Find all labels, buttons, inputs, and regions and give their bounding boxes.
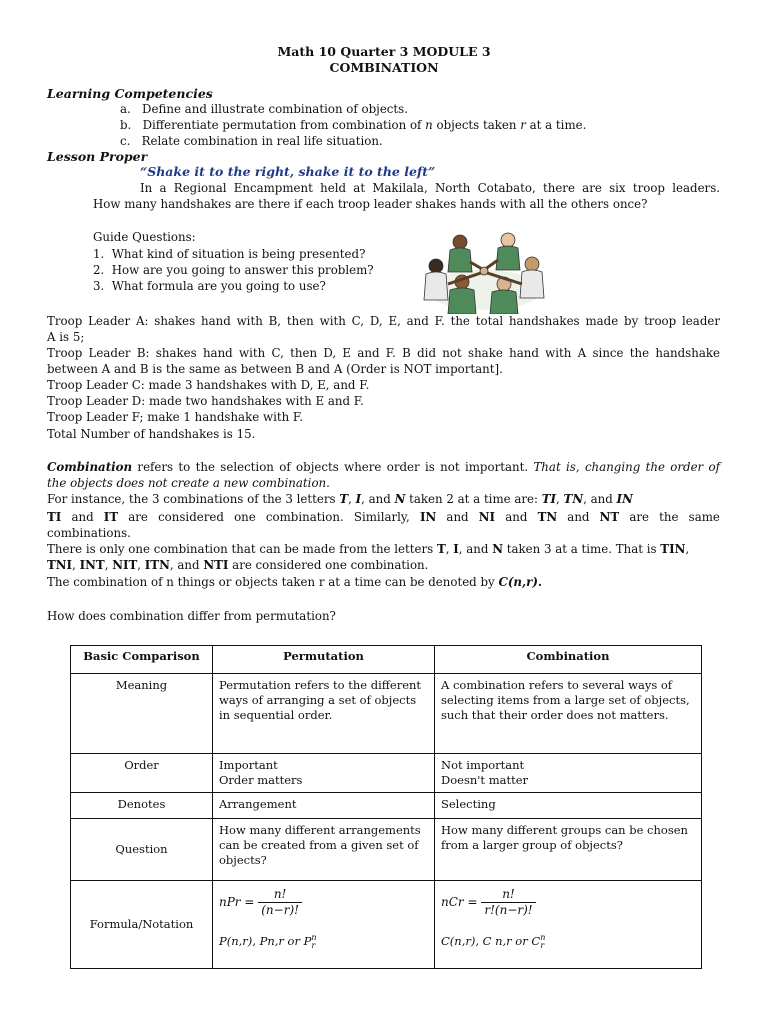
table-header: Permutation xyxy=(213,646,435,674)
table-header: Combination xyxy=(435,646,702,674)
row-label: Order xyxy=(71,754,213,793)
page-title: Math 10 Quarter 3 MODULE 3 xyxy=(277,44,491,59)
row-label: Denotes xyxy=(71,793,213,819)
permutation-formula-cell: nPr = $\frac{n!}{(n-r)!}$ P(n,r), Pn,r or $P^n_r$ xyxy=(213,881,435,969)
competency-b: b. Differentiate permutation from combination of n objects taken r at a time. xyxy=(120,118,587,132)
table-header: Basic Comparison xyxy=(71,646,213,674)
troop-b-line1: Troop Leader B: shakes hand with C, then D, E and F. B did not shake hand with A since the handshake xyxy=(47,346,720,360)
troop-b-line2: between A and B is the same as between B and A (Order is NOT important]. xyxy=(47,362,503,376)
combination-formula-cell: nCr = $\frac{n!}{r!(n-r)!}$ C(n,r), C n,r or $C^n_r$ xyxy=(435,881,702,969)
lesson-heading: Lesson Proper xyxy=(47,149,148,164)
table-row xyxy=(71,674,702,754)
table-header-row xyxy=(71,646,702,674)
permutation-cell: Permutation refers to the different ways of arranging a set of objects in sequential order. xyxy=(213,674,435,754)
combination-cell: Selecting xyxy=(435,793,702,819)
definition-line2: the objects does not create a new combination. xyxy=(47,476,330,490)
competency-a: a. Define and illustrate combination of objects. xyxy=(120,102,408,116)
guide-question-2: 2. How are you going to answer this problem? xyxy=(93,263,374,277)
troop-a-line1: Troop Leader A: shakes hand with B, then with C, D, E, and F. the total handshakes made by troop leader xyxy=(47,314,720,328)
guide-question-3: 3. What formula are you going to use? xyxy=(93,279,326,293)
definition-line4: TI and IT are considered one combination. Similarly, IN and NI and TN and NT are the same xyxy=(47,510,720,524)
table-row xyxy=(71,793,702,819)
table-row xyxy=(71,754,702,793)
definition-line7: TNI, INT, NIT, ITN, and NTI are considered one combination. xyxy=(47,558,429,572)
troop-d: Troop Leader D: made two handshakes with E and F. xyxy=(47,394,364,408)
permutation-cell: Arrangement xyxy=(213,793,435,819)
guide-heading: Guide Questions: xyxy=(93,230,196,244)
activity-title: “Shake it to the right, shake it to the left” xyxy=(140,164,436,179)
intro-line-2: How many handshakes are there if each troop leader shakes hands with all the others once? xyxy=(93,197,648,211)
table-row xyxy=(71,819,702,881)
troop-c: Troop Leader C: made 3 handshakes with D, E, and F. xyxy=(47,378,370,392)
troop-f: Troop Leader F; make 1 handshake with F. xyxy=(47,410,304,424)
row-label: Formula/Notation xyxy=(71,881,213,969)
competencies-heading: Learning Competencies xyxy=(47,86,213,101)
permutation-cell: How many different arrangements can be created from a given set of objects? xyxy=(213,819,435,881)
row-label: Question xyxy=(71,819,213,881)
total-handshakes: Total Number of handshakes is 15. xyxy=(47,427,256,441)
definition-line5: combinations. xyxy=(47,526,131,540)
definition-line1: Combination refers to the selection of objects where order is not important. That is, changing the order of xyxy=(47,460,721,474)
page-subtitle: COMBINATION xyxy=(329,60,439,75)
comparison-question: How does combination differ from permutation? xyxy=(47,609,336,623)
definition-line3: For instance, the 3 combinations of the 3 letters T, I, and N taken 2 at a time are: TI, TN, and IN xyxy=(47,492,633,506)
combination-cell: A combination refers to several ways of selecting items from a large set of objects, such that their order does not matters. xyxy=(435,674,702,754)
troop-a-line2: A is 5; xyxy=(47,330,85,344)
row-label: Meaning xyxy=(71,674,213,754)
definition-line6: There is only one combination that can be made from the letters T, I, and N taken 3 at a time. That is TIN, xyxy=(47,542,690,556)
definition-line8: The combination of n things or objects taken r at a time can be denoted by C(n,r). xyxy=(47,575,543,589)
combination-cell: Not important Doesn't matter xyxy=(435,754,702,793)
intro-line-1: In a Regional Encampment held at Makilala, North Cotabato, there are six troop leaders. xyxy=(140,181,720,195)
combination-cell: How many different groups can be chosen from a larger group of objects? xyxy=(435,819,702,881)
handshake-illustration xyxy=(420,228,548,314)
permutation-cell: Important Order matters xyxy=(213,754,435,793)
comparison-table xyxy=(70,645,702,969)
competency-c: c. Relate combination in real life situation. xyxy=(120,134,383,148)
guide-question-1: 1. What kind of situation is being presented? xyxy=(93,247,366,261)
table-row xyxy=(71,881,702,969)
